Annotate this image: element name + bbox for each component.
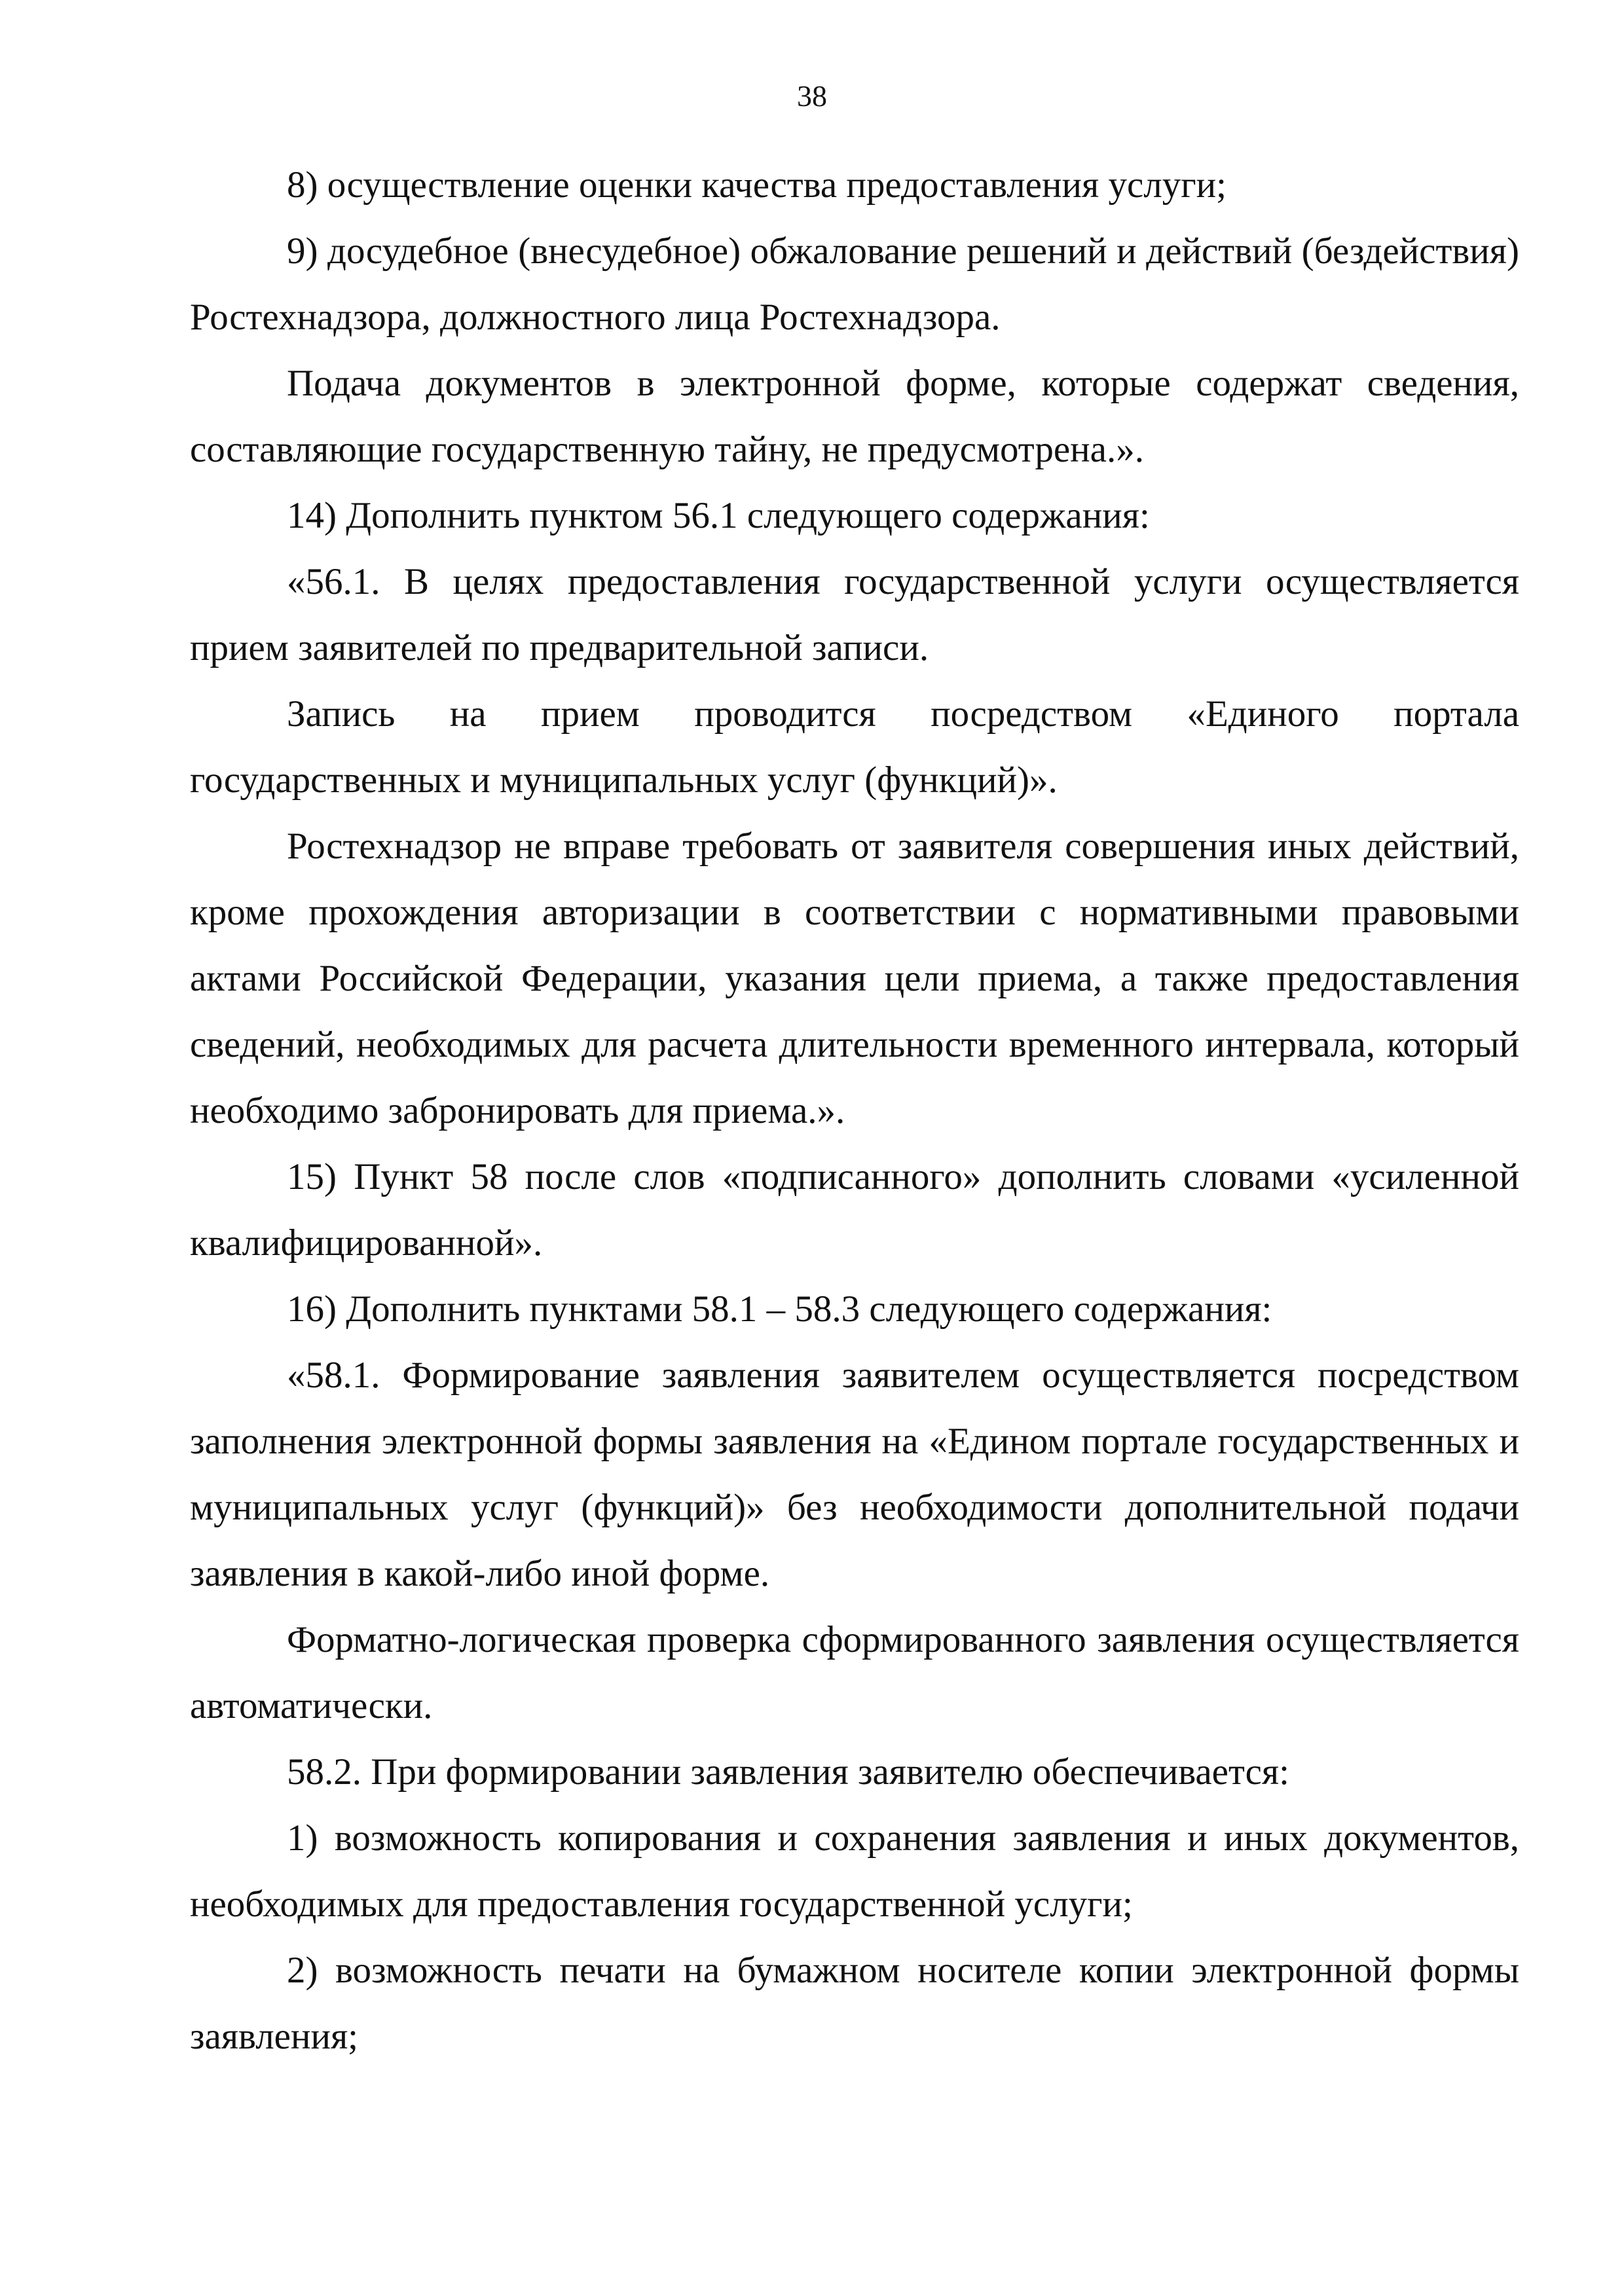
clause-58-2: 58.2. При формировании заявления заявителю обеспечивается:: [287, 1751, 1289, 1793]
paragraph-appointment-booking: Запись на прием проводится посредством «Единого портала государственных и муниципальных услуг (функций)».: [190, 693, 1519, 801]
list-item-9: 9) досудебное (внесудебное) обжалование решений и действий (бездействия) Ростехнадзора, должностного лица Ростехнадзора.: [190, 230, 1519, 338]
list-item-1: 1) возможность копирования и сохранения заявления и иных документов, необходимых для предоставления государственной услуги;: [190, 1817, 1519, 1925]
document-body: [190, 152, 1519, 2069]
list-item-8: 8) осуществление оценки качества предоставления услуги;: [287, 164, 1227, 206]
clause-58-1: «58.1. Формирование заявления заявителем осуществляется посредством заполнения электронной формы заявления на «Едином портале государственных и муниципальных услуг (функций)» без необходимости дополнительной подачи заявления в какой-либо иной форме.: [190, 1355, 1519, 1594]
paragraph-state-secret: Подача документов в электронной форме, которые содержат сведения, составляющие государственную тайну, не предусмотрена.».: [190, 363, 1519, 470]
amendment-14: 14) Дополнить пунктом 56.1 следующего содержания:: [287, 495, 1150, 536]
amendment-15: 15) Пункт 58 после слов «подписанного» дополнить словами «усиленной квалифицированной».: [190, 1156, 1519, 1264]
paragraph-format-check: Форматно-логическая проверка сформированного заявления осуществляется автоматически.: [190, 1619, 1519, 1726]
page-number: 38: [797, 79, 827, 113]
amendment-16: 16) Дополнить пунктами 58.1 – 58.3 следующего содержания:: [287, 1288, 1272, 1330]
paragraph-rostekhnadzor-restrictions: Ростехнадзор не вправе требовать от заявителя совершения иных действий, кроме прохождения авторизации в соответствии с нормативными правовыми актами Российской Федерации, указания цели приема, а также предоставления сведений, необходимых для расчета длительности временного интервала, который необходимо забронировать для приема.».: [190, 826, 1519, 1131]
clause-56-1: «56.1. В целях предоставления государственной услуги осуществляется прием заявителей по предварительной записи.: [190, 561, 1519, 668]
list-item-2: 2) возможность печати на бумажном носителе копии электронной формы заявления;: [190, 1950, 1519, 2057]
